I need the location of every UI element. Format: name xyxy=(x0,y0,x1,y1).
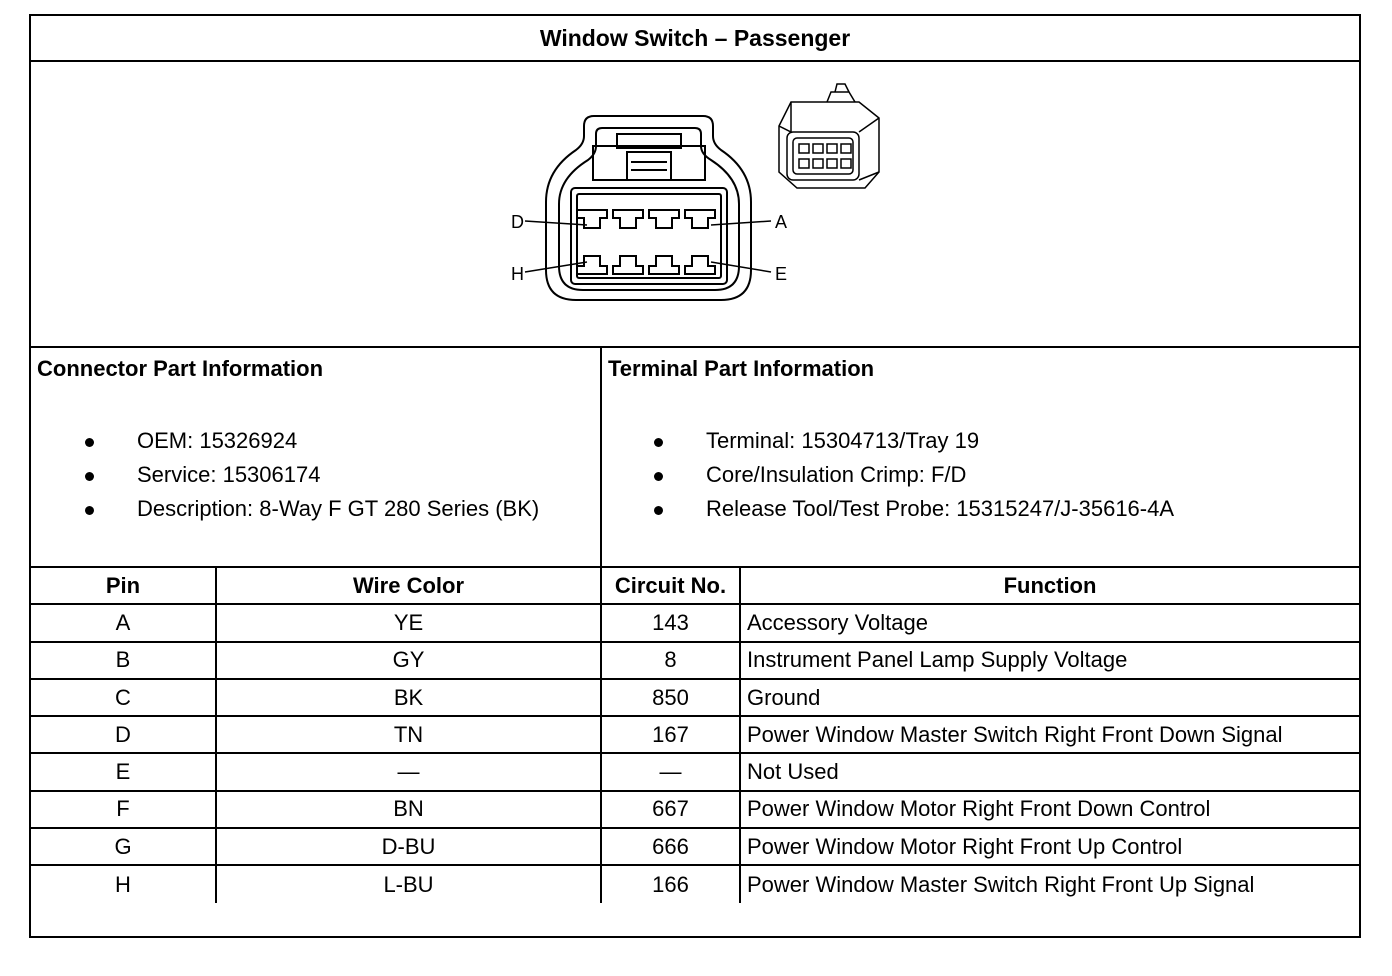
table-row xyxy=(31,865,1359,902)
wire-color-cell: D-BU xyxy=(216,828,601,865)
sheet-title: Window Switch – Passenger xyxy=(31,16,1359,62)
bullet-icon xyxy=(654,472,663,481)
function-cell: Power Window Master Switch Right Front Down Signal xyxy=(740,716,1359,753)
pin-cell: E xyxy=(31,753,216,790)
pin-label-h: H xyxy=(511,264,524,284)
connector-diagram xyxy=(31,62,1359,348)
header-circuit-no: Circuit No. xyxy=(601,567,740,604)
bullet-icon xyxy=(85,438,94,447)
list-item: Core/Insulation Crimp: F/D xyxy=(654,462,1174,496)
table-row xyxy=(31,828,1359,865)
header-function: Function xyxy=(740,567,1359,604)
circuit-cell: 166 xyxy=(601,865,740,902)
connector-3d-icon xyxy=(779,84,879,188)
table-row xyxy=(31,791,1359,828)
wire-color-cell: TN xyxy=(216,716,601,753)
table-row xyxy=(31,679,1359,716)
pin-cell: C xyxy=(31,679,216,716)
header-pin: Pin xyxy=(31,567,216,604)
terminal-part-info xyxy=(602,348,1359,566)
wire-color-cell: L-BU xyxy=(216,865,601,902)
pin-label-d: D xyxy=(511,212,524,232)
circuit-cell: 143 xyxy=(601,604,740,641)
list-item: Terminal: 15304713/Tray 19 xyxy=(654,428,1174,462)
pin-cell: F xyxy=(31,791,216,828)
circuit-cell: 666 xyxy=(601,828,740,865)
terminal-part-info-list xyxy=(654,428,1174,530)
list-item: Release Tool/Test Probe: 15315247/J-35616-4A xyxy=(654,496,1174,530)
pin-cell: B xyxy=(31,642,216,679)
bullet-icon xyxy=(85,506,94,515)
table-row xyxy=(31,753,1359,790)
connector-part-info-list xyxy=(85,428,539,530)
wire-color-cell: GY xyxy=(216,642,601,679)
circuit-cell: 667 xyxy=(601,791,740,828)
pinout-table xyxy=(31,566,1359,903)
wire-color-cell: YE xyxy=(216,604,601,641)
bullet-icon xyxy=(85,472,94,481)
pin-cell: A xyxy=(31,604,216,641)
list-item: Service: 15306174 xyxy=(85,462,539,496)
circuit-cell: 8 xyxy=(601,642,740,679)
connector-face-icon xyxy=(31,62,1359,346)
list-item: Description: 8-Way F GT 280 Series (BK) xyxy=(85,496,539,530)
connector-part-info xyxy=(31,348,602,566)
table-header-row xyxy=(31,567,1359,604)
function-cell: Ground xyxy=(740,679,1359,716)
function-cell: Power Window Master Switch Right Front Up Signal xyxy=(740,865,1359,902)
list-item: OEM: 15326924 xyxy=(85,428,539,462)
circuit-cell: 167 xyxy=(601,716,740,753)
table-row xyxy=(31,642,1359,679)
pin-label-e: E xyxy=(775,264,788,284)
header-wire-color: Wire Color xyxy=(216,567,601,604)
function-cell: Power Window Motor Right Front Up Control xyxy=(740,828,1359,865)
connector-part-info-heading: Connector Part Information xyxy=(37,356,324,381)
pin-cell: G xyxy=(31,828,216,865)
circuit-cell: — xyxy=(601,753,740,790)
function-cell: Power Window Motor Right Front Down Control xyxy=(740,791,1359,828)
pin-cell: D xyxy=(31,716,216,753)
wire-color-cell: BK xyxy=(216,679,601,716)
bullet-icon xyxy=(654,506,663,515)
bullet-icon xyxy=(654,438,663,447)
table-row xyxy=(31,716,1359,753)
wire-color-cell: BN xyxy=(216,791,601,828)
terminal-part-info-heading: Terminal Part Information xyxy=(608,356,875,381)
function-cell: Not Used xyxy=(740,753,1359,790)
connector-sheet xyxy=(29,14,1361,938)
function-cell: Instrument Panel Lamp Supply Voltage xyxy=(740,642,1359,679)
wire-color-cell: — xyxy=(216,753,601,790)
pin-label-a: A xyxy=(775,212,788,232)
circuit-cell: 850 xyxy=(601,679,740,716)
pin-cell: H xyxy=(31,865,216,902)
table-row xyxy=(31,604,1359,641)
function-cell: Accessory Voltage xyxy=(740,604,1359,641)
